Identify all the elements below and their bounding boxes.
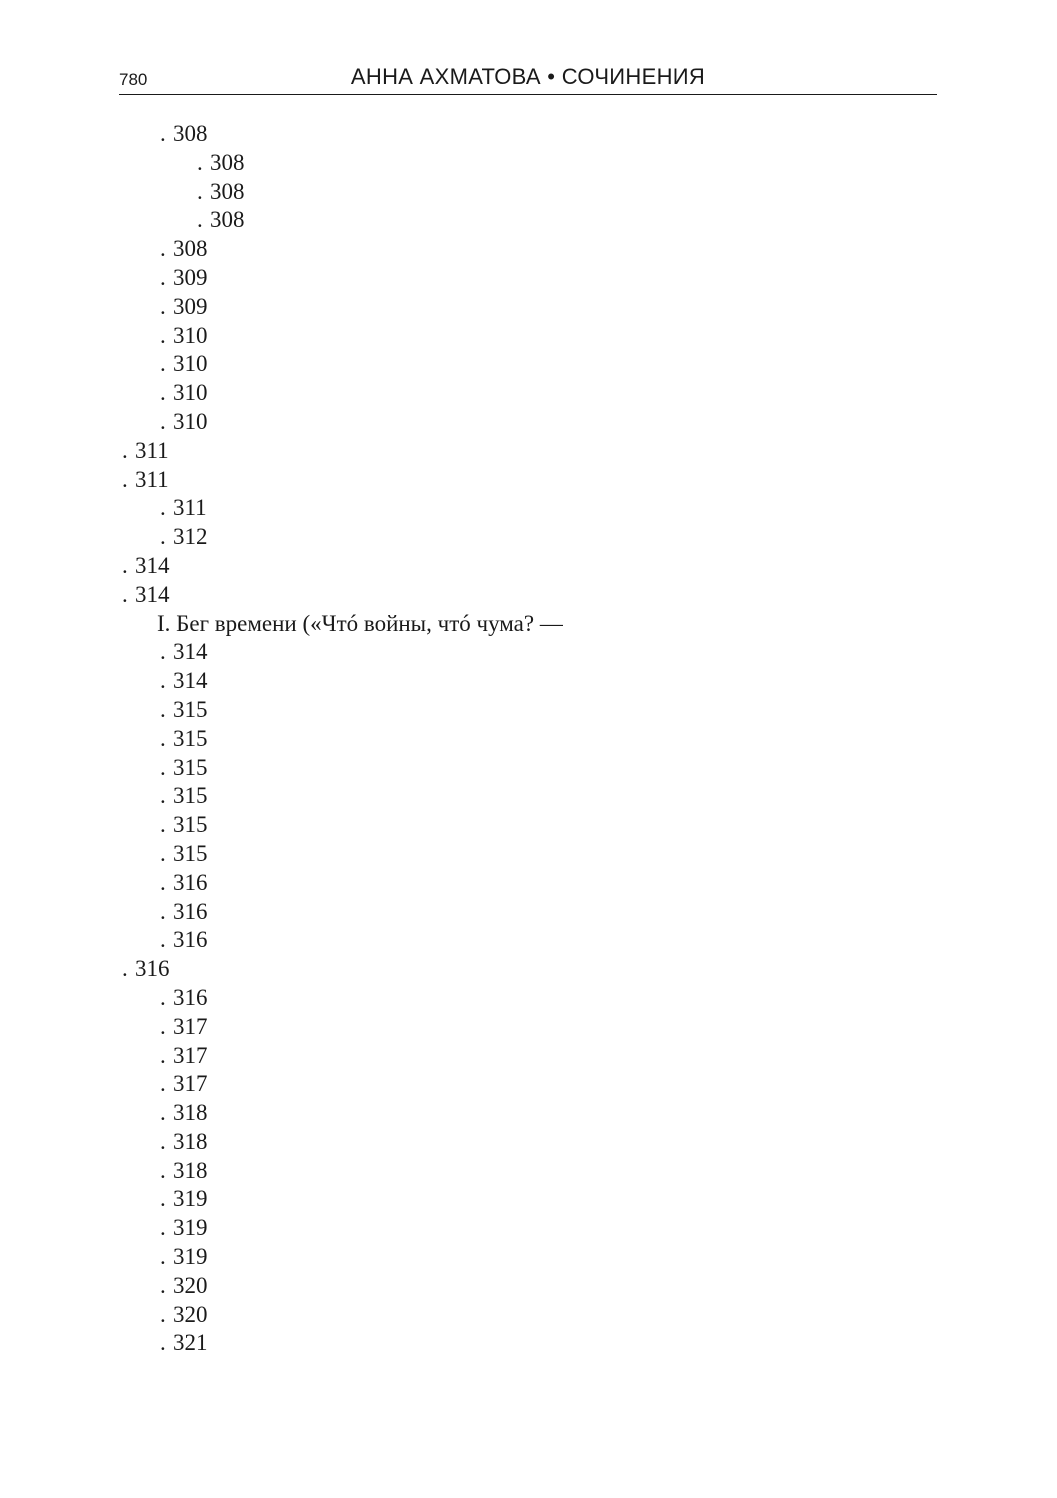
toc-entry-page: 316 [173, 898, 208, 924]
dot-leader [160, 841, 170, 867]
toc-entry [119, 495, 930, 524]
toc-entry [119, 1158, 930, 1187]
toc-entry [119, 841, 930, 870]
toc-entry-page: 320 [173, 1301, 208, 1327]
dot-leader [160, 1302, 170, 1328]
toc-entry-page: 316 [173, 927, 208, 953]
toc-entry-page: 317 [173, 1042, 208, 1068]
toc-entry [119, 812, 930, 841]
toc-entry-page: 308 [173, 236, 208, 262]
dot-leader [160, 783, 170, 809]
toc-entry-page: 318 [173, 1128, 208, 1154]
toc-entry-page: 316 [173, 869, 208, 895]
toc-entry [119, 1330, 930, 1359]
toc-entry-page: 314 [135, 552, 170, 578]
toc-entry-page: 310 [173, 351, 208, 377]
dot-leader [160, 812, 170, 838]
toc-entry [119, 351, 930, 380]
toc-entry-page: 315 [173, 725, 208, 751]
dot-leader [160, 1043, 170, 1069]
dot-leader [160, 639, 170, 665]
page-number: 780 [119, 70, 148, 89]
dot-leader [160, 1158, 170, 1184]
toc-entry-page: 319 [173, 1186, 208, 1212]
dot-leader [160, 755, 170, 781]
dot-leader [160, 697, 170, 723]
toc-entry-page: 315 [173, 783, 208, 809]
toc-entry [119, 150, 930, 179]
dot-leader [122, 582, 132, 608]
toc-entry-page: 319 [173, 1244, 208, 1270]
toc-entry [119, 899, 930, 928]
toc-entry [119, 121, 930, 150]
toc-entry-page: 314 [173, 639, 208, 665]
toc-entry-page: 317 [173, 1013, 208, 1039]
dot-leader [197, 207, 207, 233]
toc-entry [119, 1244, 930, 1273]
toc-entry [119, 1302, 930, 1331]
toc-entry-page: 310 [173, 380, 208, 406]
toc-entry-page: 316 [135, 956, 170, 982]
dot-leader [160, 323, 170, 349]
dot-leader [160, 1244, 170, 1270]
toc-entry [119, 927, 930, 956]
toc-entry [119, 438, 930, 467]
toc-entry [119, 668, 930, 697]
dot-leader [160, 495, 170, 521]
toc-entry [119, 1071, 930, 1100]
toc-entry-page: 311 [135, 437, 169, 463]
toc-entry [119, 207, 930, 236]
toc-entry [119, 1273, 930, 1302]
toc-entry [119, 179, 930, 208]
toc-entry [119, 611, 930, 640]
toc-entry-page: 314 [135, 581, 170, 607]
dot-leader [160, 524, 170, 550]
toc-entry [119, 265, 930, 294]
dot-leader [160, 380, 170, 406]
toc-entry [119, 380, 930, 409]
toc-entry-page: 308 [210, 149, 245, 175]
toc-entry-page: 315 [173, 754, 208, 780]
dot-leader [122, 553, 132, 579]
dot-leader [160, 236, 170, 262]
toc-entry [119, 1043, 930, 1072]
toc-entry [119, 755, 930, 784]
toc-entry-page: 318 [173, 1157, 208, 1183]
running-header [119, 58, 937, 95]
toc-entry-page: 311 [173, 495, 207, 521]
toc-entry [119, 323, 930, 352]
dot-leader [160, 1330, 170, 1356]
dot-leader [197, 150, 207, 176]
dot-leader [160, 1100, 170, 1126]
toc-entry-page: 321 [173, 1330, 208, 1356]
toc-entry-page: 310 [173, 322, 208, 348]
toc-entry [119, 639, 930, 668]
dot-leader [160, 351, 170, 377]
toc-entry [119, 553, 930, 582]
toc-entry-page: 314 [173, 668, 208, 694]
toc-entry-page: 315 [173, 696, 208, 722]
dot-leader [160, 1186, 170, 1212]
toc-entry [119, 783, 930, 812]
toc-entry-page: 316 [173, 984, 208, 1010]
toc-entry-page: 315 [173, 812, 208, 838]
dot-leader [197, 179, 207, 205]
dot-leader [160, 121, 170, 147]
dot-leader [160, 409, 170, 435]
toc-entry [119, 1215, 930, 1244]
table-of-contents [119, 121, 930, 1359]
dot-leader [160, 1014, 170, 1040]
toc-entry [119, 409, 930, 438]
toc-entry [119, 294, 930, 323]
dot-leader [160, 1129, 170, 1155]
toc-entry-page: 320 [173, 1272, 208, 1298]
dot-leader [160, 726, 170, 752]
toc-entry-page: 315 [173, 840, 208, 866]
dot-leader [160, 294, 170, 320]
toc-entry-page: 312 [173, 524, 208, 550]
toc-entry-page: 309 [173, 264, 208, 290]
dot-leader [160, 927, 170, 953]
dot-leader [122, 438, 132, 464]
dot-leader [160, 1273, 170, 1299]
toc-entry-page: 308 [210, 178, 245, 204]
toc-entry [119, 1186, 930, 1215]
toc-entry-page: 318 [173, 1100, 208, 1126]
dot-leader [160, 870, 170, 896]
toc-entry-page: 309 [173, 293, 208, 319]
dot-leader [160, 985, 170, 1011]
running-title: АННА АХМАТОВА • СОЧИНЕНИЯ [350, 64, 706, 89]
toc-entry [119, 524, 930, 553]
dot-leader [160, 265, 170, 291]
dot-leader [122, 467, 132, 493]
toc-entry-page: 308 [173, 121, 208, 146]
toc-entry [119, 467, 930, 496]
dot-leader [160, 668, 170, 694]
toc-entry-page: 317 [173, 1071, 208, 1097]
dot-leader [160, 1071, 170, 1097]
toc-entry [119, 956, 930, 985]
toc-entry [119, 236, 930, 265]
toc-entry-page: 308 [210, 207, 245, 233]
toc-entry [119, 1014, 930, 1043]
toc-entry [119, 870, 930, 899]
toc-entry [119, 985, 930, 1014]
toc-entry [119, 726, 930, 755]
toc-entry [119, 1100, 930, 1129]
dot-leader [160, 1215, 170, 1241]
toc-entry-page: 319 [173, 1215, 208, 1241]
toc-entry-page: 310 [173, 408, 208, 434]
toc-entry [119, 582, 930, 611]
toc-entry [119, 1129, 930, 1158]
toc-entry-title: I. Бег времени («Чтó войны, чтó чума? — [157, 610, 563, 636]
toc-entry [119, 697, 930, 726]
dot-leader [122, 956, 132, 982]
toc-entry-page: 311 [135, 466, 169, 492]
dot-leader [160, 899, 170, 925]
